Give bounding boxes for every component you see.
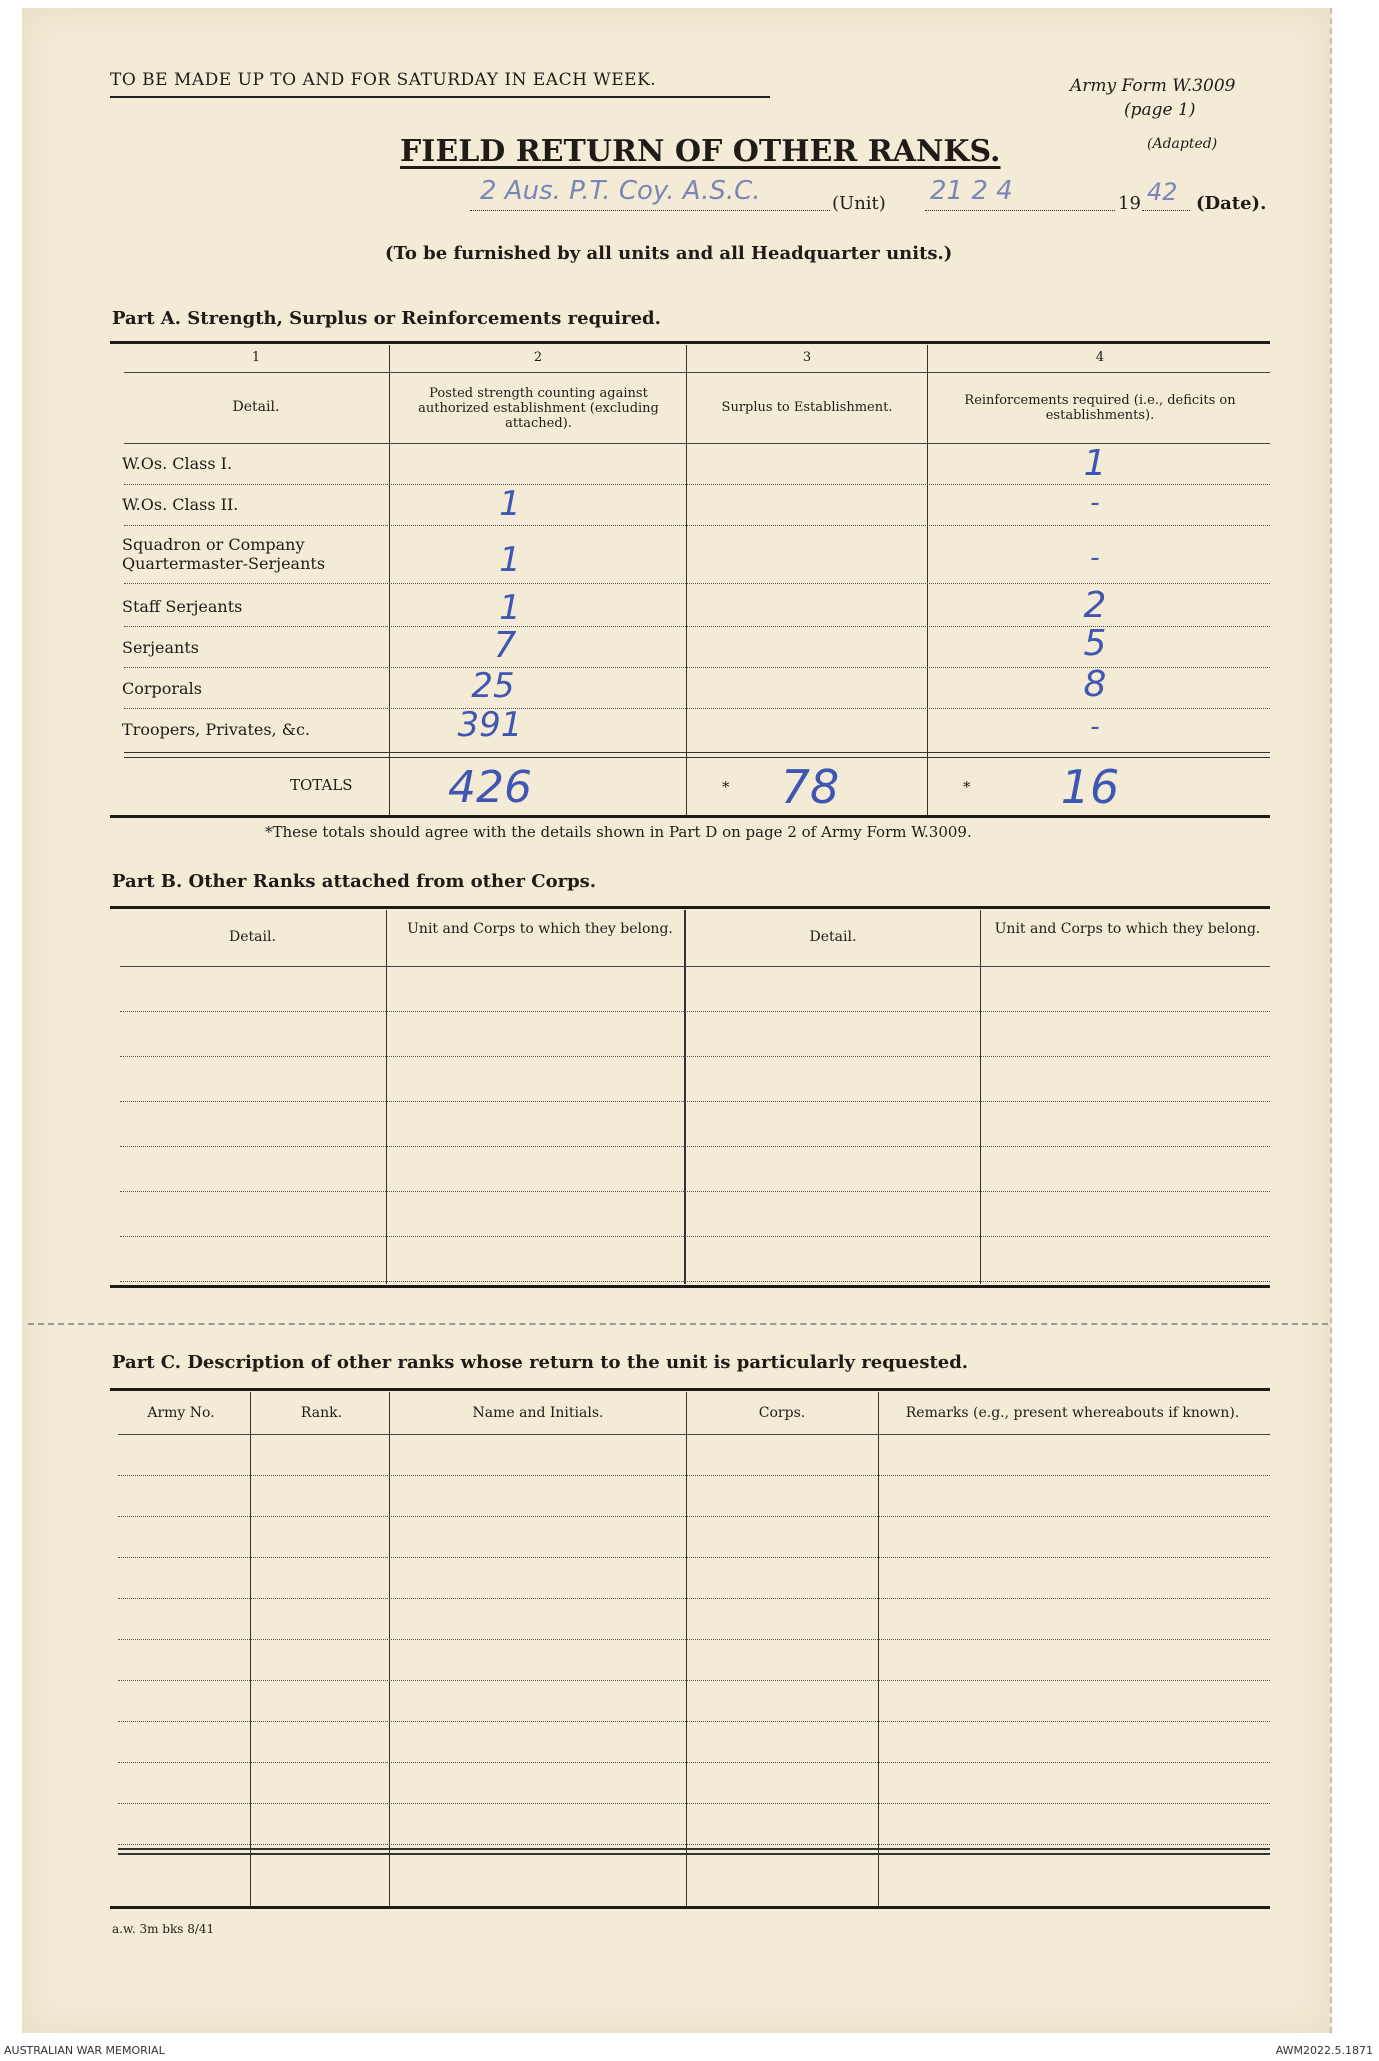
- ruled-line: [120, 966, 1270, 967]
- part-c-top-rule: [110, 1388, 1270, 1391]
- ruled-line: [118, 1680, 1270, 1681]
- part-a-top-rule: [110, 341, 1270, 344]
- part-c-header-rank: Rank.: [300, 1405, 343, 1421]
- reinf-wo1: 1: [1083, 443, 1107, 484]
- col-header-surplus: Surplus to Establishment.: [721, 400, 893, 415]
- ruled-line: [118, 1557, 1270, 1558]
- part-c-header-army-no: Army No.: [147, 1405, 215, 1421]
- part-a-number-rule: [124, 372, 1270, 373]
- date-field-line: [925, 210, 1115, 211]
- caption-right: AWM2022.5.1871: [1275, 2044, 1373, 2057]
- date-label: (Date).: [1196, 193, 1267, 214]
- totals-rule-1: [124, 752, 1270, 753]
- reinf-wo2: -: [1090, 488, 1100, 518]
- ruled-line: [120, 1236, 1270, 1237]
- part-c-divider-1: [250, 1392, 251, 1906]
- part-c-header-corps: Corps.: [758, 1405, 806, 1421]
- reinf-corporals: 8: [1083, 664, 1107, 705]
- unit-field-line: [470, 210, 830, 211]
- part-c-title: Part C. Description of other ranks whose return to the unit is particularly requested.: [112, 1352, 969, 1373]
- ruled-line: [118, 1598, 1270, 1599]
- part-c-divider-3: [686, 1392, 687, 1906]
- total-surplus-star: *: [722, 778, 730, 796]
- col-header-posted: Posted strength counting against authorized establishment (excluding attached).: [418, 386, 659, 431]
- adapted-label: (Adapted): [1147, 136, 1218, 152]
- total-reinforcements: 16: [1060, 760, 1120, 814]
- year-prefix: 19: [1118, 193, 1141, 214]
- ruled-line: [120, 1281, 1270, 1282]
- posted-serjeants: 7: [493, 625, 517, 666]
- total-posted: 426: [448, 762, 532, 813]
- posted-cqms: 1: [499, 540, 521, 580]
- unit-handwritten: 2 Aus. P.T. Coy. A.S.C.: [480, 176, 761, 206]
- print-code: a.w. 3m bks 8/41: [112, 1922, 215, 1936]
- row-rule: [124, 525, 1270, 526]
- reinf-serjeants: 5: [1083, 623, 1107, 664]
- totals-label: TOTALS: [290, 776, 353, 794]
- perforation-line: [28, 1323, 1328, 1325]
- furnish-instruction: (To be furnished by all units and all Headquarter units.): [385, 243, 953, 264]
- ruled-line: [120, 1011, 1270, 1012]
- row-label-wo1: W.Os. Class I.: [122, 454, 233, 473]
- posted-wo2: 1: [499, 484, 521, 524]
- posted-troopers: 391: [457, 705, 523, 745]
- col-header-detail: Detail.: [232, 399, 280, 415]
- row-label-wo2: W.Os. Class II.: [122, 495, 239, 514]
- ruled-line: [118, 1844, 1270, 1845]
- row-rule: [124, 484, 1270, 485]
- totals-rule-2: [124, 757, 1270, 758]
- ruled-line: [118, 1434, 1270, 1435]
- part-b-top-rule: [110, 906, 1270, 909]
- ruled-line: [118, 1516, 1270, 1517]
- total-surplus: 78: [780, 760, 840, 814]
- part-c-divider-2: [389, 1392, 390, 1906]
- form-number: Army Form W.3009: [1070, 76, 1236, 96]
- part-c-end-rule-1: [118, 1848, 1270, 1850]
- part-b-header-detail-2: Detail.: [809, 929, 857, 945]
- part-a-bottom-rule: [110, 815, 1270, 818]
- ruled-line: [118, 1639, 1270, 1640]
- part-c-end-rule-2: [118, 1853, 1270, 1855]
- caption-bar: [0, 2040, 1379, 2061]
- part-b-header-unit-1: Unit and Corps to which they belong.: [407, 921, 673, 937]
- part-b-header-unit-2: Unit and Corps to which they belong.: [994, 921, 1261, 937]
- top-instruction: TO BE MADE UP TO AND FOR SATURDAY IN EACH WEEK.: [110, 70, 657, 90]
- part-a-divider-1: [389, 345, 390, 815]
- caption-left: AUSTRALIAN WAR MEMORIAL: [4, 2044, 165, 2057]
- form-title: FIELD RETURN OF OTHER RANKS.: [400, 134, 1001, 169]
- ruled-line: [118, 1721, 1270, 1722]
- row-label-corporals: Corporals: [122, 679, 202, 698]
- page-number: (page 1): [1124, 100, 1196, 120]
- reinf-cqms: -: [1090, 543, 1100, 573]
- reinf-staff-serjeants: 2: [1083, 585, 1107, 626]
- unit-label: (Unit): [832, 193, 886, 214]
- row-label-staff-serjeants: Staff Serjeants: [122, 597, 243, 616]
- part-c-divider-4: [878, 1392, 879, 1906]
- col-number-4: 4: [1095, 350, 1105, 365]
- ruled-line: [120, 1146, 1270, 1147]
- part-a-divider-2: [686, 345, 687, 815]
- part-b-header-detail-1: Detail.: [229, 929, 276, 945]
- row-label-serjeants: Serjeants: [122, 638, 199, 657]
- part-c-header-remarks: Remarks (e.g., present whereabouts if known).: [905, 1405, 1240, 1421]
- posted-staff-serjeants: 1: [499, 588, 521, 628]
- col-number-3: 3: [802, 350, 812, 365]
- reinf-troopers: -: [1090, 712, 1100, 742]
- total-reinf-star: *: [963, 778, 971, 796]
- totals-footnote: *These totals should agree with the details shown in Part D on page 2 of Army Form W.3009.: [265, 823, 972, 841]
- posted-corporals: 25: [471, 666, 515, 706]
- part-c-bottom-rule: [110, 1906, 1270, 1909]
- row-label-cqms: Squadron or Company Quartermaster-Serjeants: [122, 535, 326, 573]
- col-header-reinforcements: Reinforcements required (i.e., deficits on establishments).: [964, 393, 1236, 423]
- row-rule: [124, 583, 1270, 584]
- part-c-header-name: Name and Initials.: [472, 1405, 604, 1421]
- ruled-line: [118, 1803, 1270, 1804]
- row-label-troopers: Troopers, Privates, &c.: [122, 720, 311, 739]
- part-b-title: Part B. Other Ranks attached from other Corps.: [112, 871, 597, 892]
- top-instruction-underline: [110, 96, 770, 98]
- part-a-title: Part A. Strength, Surplus or Reinforcements required.: [112, 308, 661, 329]
- ruled-line: [120, 1056, 1270, 1057]
- year-field-line: [1142, 210, 1190, 211]
- part-a-divider-3: [927, 345, 928, 815]
- date-handwritten: 21 2 4: [930, 176, 1013, 206]
- part-b-bottom-rule: [110, 1285, 1270, 1288]
- row-rule: [124, 708, 1270, 709]
- col-number-2: 2: [533, 350, 543, 365]
- year-handwritten: 42: [1147, 178, 1178, 206]
- col-number-1: 1: [251, 350, 261, 365]
- ruled-line: [118, 1762, 1270, 1763]
- ruled-line: [120, 1191, 1270, 1192]
- ruled-line: [118, 1475, 1270, 1476]
- ruled-line: [120, 1101, 1270, 1102]
